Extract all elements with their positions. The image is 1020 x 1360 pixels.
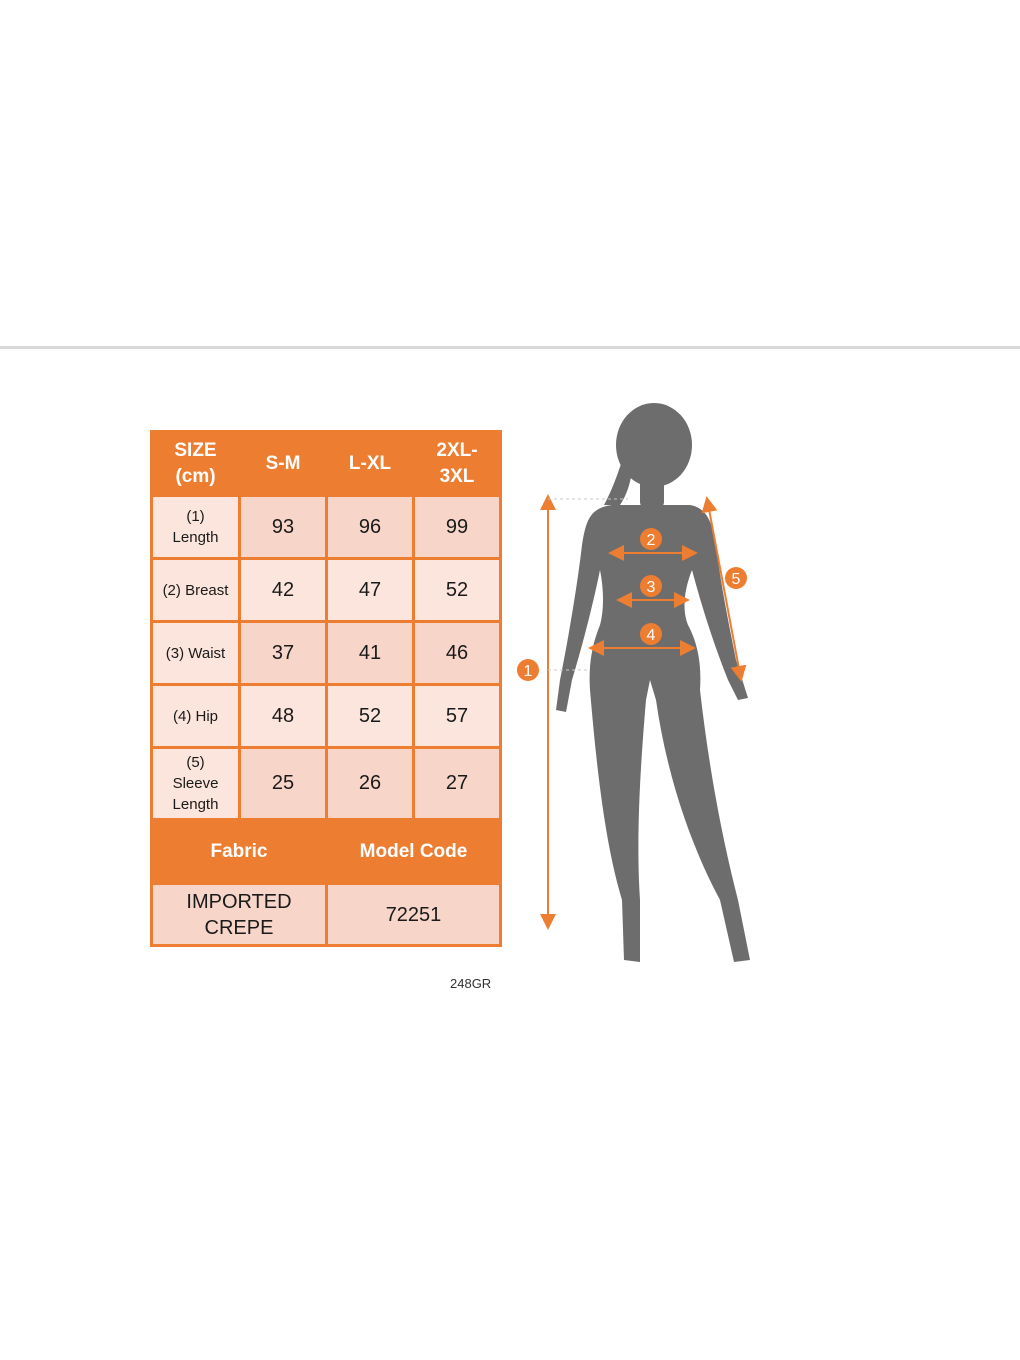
size-2xl3xl-header	[414, 432, 501, 496]
value-cell: 99	[414, 496, 501, 559]
model-code-header: Model Code	[327, 820, 501, 884]
row-label-number: (5)	[186, 754, 205, 771]
header-row	[152, 432, 501, 496]
table-row	[152, 496, 501, 559]
size-chart-table	[150, 430, 502, 947]
marker-3	[640, 575, 662, 597]
marker-label: 5	[731, 571, 741, 588]
size-sm-header: S-M	[240, 432, 327, 496]
model-code-value: 72251	[327, 884, 501, 946]
value-cell: 25	[240, 748, 327, 820]
fabric-header-row	[152, 820, 501, 884]
value-cell: 37	[240, 622, 327, 685]
marker-5	[725, 567, 747, 589]
row-label-number: (1)	[186, 508, 205, 525]
marker-4	[640, 623, 662, 645]
value-cell: 57	[414, 685, 501, 748]
table-row	[152, 622, 501, 685]
size-header-line-1: SIZE	[174, 439, 217, 461]
table-row	[152, 559, 501, 622]
marker-label: 1	[523, 663, 533, 680]
value-cell: 48	[240, 685, 327, 748]
row-label-name: Sleeve	[172, 775, 219, 792]
marker-label: 3	[646, 579, 656, 596]
value-cell: 41	[327, 622, 414, 685]
table-row	[152, 748, 501, 820]
marker-1	[517, 659, 539, 681]
row-label-length	[152, 496, 240, 559]
row-label-breast: (2) Breast	[152, 559, 240, 622]
marker-2	[640, 528, 662, 550]
footer-code: 248GR	[450, 976, 492, 991]
value-cell: 52	[327, 685, 414, 748]
size-2xl3xl-line-1: 2XL-	[436, 439, 478, 461]
value-cell: 47	[327, 559, 414, 622]
fabric-header: Fabric	[152, 820, 327, 884]
fabric-value-row	[152, 884, 501, 946]
value-cell: 27	[414, 748, 501, 820]
fabric-value	[152, 884, 327, 946]
row-label-hip: (4) Hip	[152, 685, 240, 748]
size-header-line-2: (cm)	[175, 465, 216, 487]
fabric-value-line-2: CREPE	[204, 916, 274, 939]
value-cell: 26	[327, 748, 414, 820]
marker-label: 2	[646, 532, 656, 549]
value-cell: 93	[240, 496, 327, 559]
value-cell: 52	[414, 559, 501, 622]
top-divider	[0, 346, 1020, 349]
value-cell: 96	[327, 496, 414, 559]
body-measurement-diagram	[500, 390, 800, 980]
marker-label: 4	[646, 627, 656, 644]
row-label-name: Length	[172, 529, 219, 546]
fabric-value-line-1: IMPORTED	[186, 890, 292, 913]
row-label-waist: (3) Waist	[152, 622, 240, 685]
size-2xl3xl-line-2: 3XL	[439, 465, 475, 487]
row-label-sleeve-length	[152, 748, 240, 820]
size-header	[152, 432, 240, 496]
value-cell: 46	[414, 622, 501, 685]
row-label-name: Length	[172, 796, 219, 813]
value-cell: 42	[240, 559, 327, 622]
table-row	[152, 685, 501, 748]
size-lxl-header: L-XL	[327, 432, 414, 496]
woman-silhouette	[556, 403, 750, 962]
